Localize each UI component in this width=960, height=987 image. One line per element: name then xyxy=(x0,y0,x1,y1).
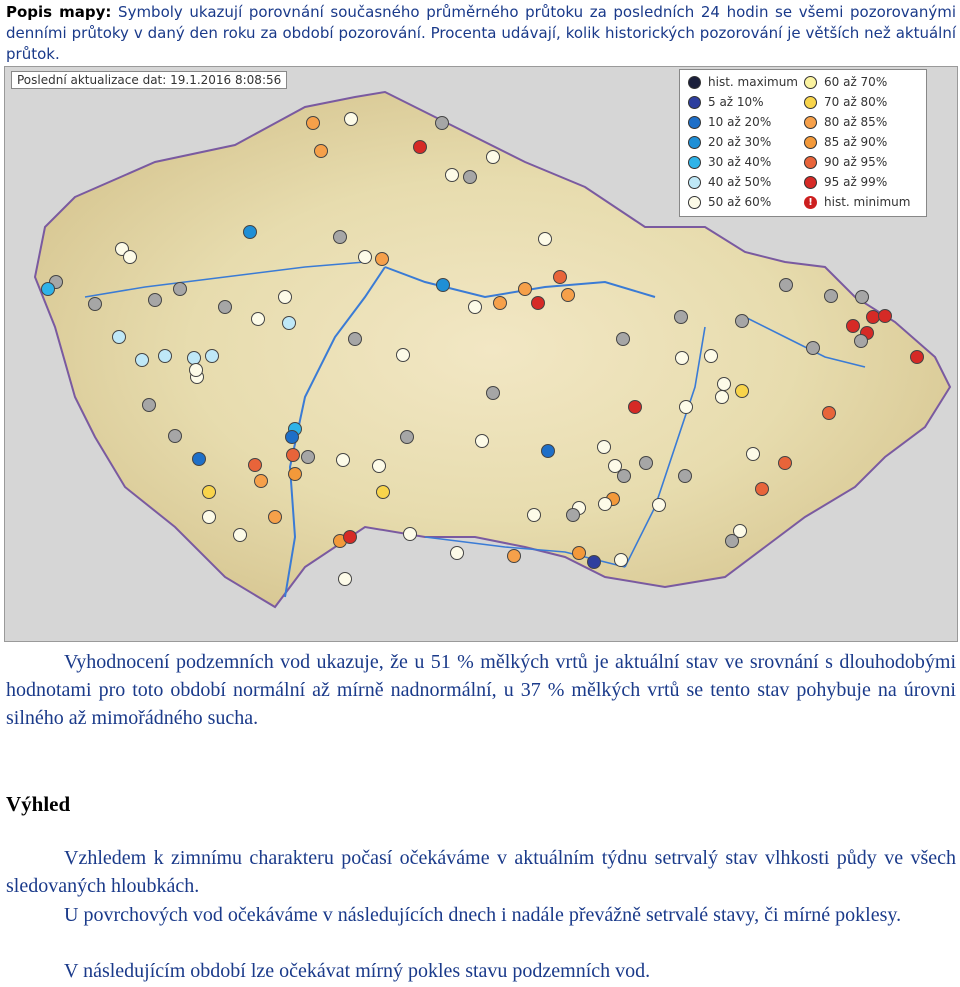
caption-label: Popis mapy: xyxy=(6,3,112,21)
station-marker[interactable] xyxy=(339,573,352,586)
legend-label: 40 až 50% xyxy=(708,175,772,189)
station-marker[interactable] xyxy=(539,233,552,246)
station-marker[interactable] xyxy=(573,547,586,560)
station-marker[interactable] xyxy=(736,315,749,328)
station-marker[interactable] xyxy=(377,486,390,499)
legend-dot-icon xyxy=(688,176,701,189)
station-marker[interactable] xyxy=(476,435,489,448)
station-marker[interactable] xyxy=(397,349,410,362)
station-marker[interactable] xyxy=(159,350,172,363)
station-marker[interactable] xyxy=(113,331,126,344)
legend-item xyxy=(804,92,887,112)
station-marker[interactable] xyxy=(494,297,507,310)
legend-item xyxy=(688,172,771,192)
legend-label: 60 až 70% xyxy=(824,75,888,89)
groundwater-outlook-paragraph: V následujícím období lze očekávat mírný pokles stavu podzemních vod. xyxy=(64,960,651,982)
station-marker[interactable] xyxy=(219,301,232,314)
station-marker[interactable] xyxy=(469,301,482,314)
station-marker[interactable] xyxy=(617,333,630,346)
station-marker[interactable] xyxy=(249,459,262,472)
caption-text: Symboly ukazují porovnání současného průměrného průtoku za posledních 24 hodin se všemi pozorovanými denními průtoky v daný den roku za období pozorování. Procenta udávají, kolik historických pozorování je větších než aktuální průtok. xyxy=(6,3,956,63)
station-marker[interactable] xyxy=(334,231,347,244)
station-marker[interactable] xyxy=(554,271,567,284)
station-marker[interactable] xyxy=(618,470,631,483)
legend-item xyxy=(804,152,887,172)
legend-dot-icon xyxy=(688,156,701,169)
station-marker[interactable] xyxy=(847,320,860,333)
station-marker[interactable] xyxy=(287,449,300,462)
station-marker[interactable] xyxy=(302,451,315,464)
station-marker[interactable] xyxy=(726,535,739,548)
station-marker[interactable] xyxy=(234,529,247,542)
legend-item xyxy=(804,72,887,92)
station-marker[interactable] xyxy=(675,311,688,324)
station-marker[interactable] xyxy=(528,509,541,522)
legend-label: 80 až 85% xyxy=(824,115,888,129)
legend-dot-icon xyxy=(804,136,817,149)
station-marker[interactable] xyxy=(567,509,580,522)
legend-label: 70 až 80% xyxy=(824,95,888,109)
station-marker[interactable] xyxy=(174,283,187,296)
station-marker[interactable] xyxy=(143,399,156,412)
station-marker[interactable] xyxy=(289,468,302,481)
legend-item xyxy=(804,112,887,132)
station-marker[interactable] xyxy=(747,448,760,461)
legend-item xyxy=(688,192,771,212)
station-marker[interactable] xyxy=(542,445,555,458)
station-marker[interactable] xyxy=(867,311,880,324)
station-marker[interactable] xyxy=(599,498,612,511)
station-marker[interactable] xyxy=(286,431,299,444)
station-marker[interactable] xyxy=(252,313,265,326)
historic-minimum-icon: ! xyxy=(804,196,817,209)
station-marker[interactable] xyxy=(42,283,55,296)
station-marker[interactable] xyxy=(169,430,182,443)
legend-dot-icon xyxy=(688,96,701,109)
station-marker[interactable] xyxy=(136,354,149,367)
legend-dot-icon xyxy=(804,116,817,129)
legend-dot-icon xyxy=(688,116,701,129)
station-marker[interactable] xyxy=(307,117,320,130)
station-marker[interactable] xyxy=(344,531,357,544)
legend-label: 50 až 60% xyxy=(708,195,772,209)
legend-label: 30 až 40% xyxy=(708,155,772,169)
station-marker[interactable] xyxy=(609,460,622,473)
station-marker[interactable] xyxy=(376,253,389,266)
legend-item xyxy=(688,152,771,172)
soil-moisture-paragraph: Vzhledem k zimnímu charakteru počasí očekáváme v aktuálním týdnu setrvalý stav vlhkosti půdy ve všech sledovaných hloubkách. xyxy=(6,847,956,897)
station-marker[interactable] xyxy=(437,279,450,292)
groundwater-paragraph: Vyhodnocení podzemních vod ukazuje, že u 51 % mělkých vrtů je aktuální stav ve srovnání s dlouhodobými hodnotami pro toto období normální až mírně nadnormální, u 37 % mělkých vrtů se tento stav pohybuje na úrovni silného až mimořádného sucha. xyxy=(6,651,956,729)
flow-map[interactable] xyxy=(4,66,958,642)
legend-item xyxy=(688,132,771,152)
station-marker[interactable] xyxy=(193,453,206,466)
station-marker[interactable] xyxy=(345,113,358,126)
legend-dot-icon xyxy=(804,96,817,109)
station-marker[interactable] xyxy=(615,554,628,567)
station-marker[interactable] xyxy=(855,335,868,348)
station-marker[interactable] xyxy=(679,470,692,483)
station-marker[interactable] xyxy=(279,291,292,304)
legend-label: 85 až 90% xyxy=(824,135,888,149)
station-marker[interactable] xyxy=(716,391,729,404)
legend-dot-icon xyxy=(688,76,701,89)
station-marker[interactable] xyxy=(629,401,642,414)
station-marker[interactable] xyxy=(401,431,414,444)
station-marker[interactable] xyxy=(508,550,521,563)
station-marker[interactable] xyxy=(680,401,693,414)
station-marker[interactable] xyxy=(856,291,869,304)
station-marker[interactable] xyxy=(911,351,924,364)
station-marker[interactable] xyxy=(436,117,449,130)
station-marker[interactable] xyxy=(825,290,838,303)
station-marker[interactable] xyxy=(203,486,216,499)
station-marker[interactable] xyxy=(446,169,459,182)
station-marker[interactable] xyxy=(532,297,545,310)
station-marker[interactable] xyxy=(373,460,386,473)
legend-label: 95 až 99% xyxy=(824,175,888,189)
station-marker[interactable] xyxy=(451,547,464,560)
legend-label: hist. minimum xyxy=(824,195,911,209)
station-marker[interactable] xyxy=(149,294,162,307)
station-marker[interactable] xyxy=(823,407,836,420)
legend-dot-icon xyxy=(804,156,817,169)
station-marker[interactable] xyxy=(337,454,350,467)
station-marker[interactable] xyxy=(718,378,731,391)
station-marker[interactable] xyxy=(879,310,892,323)
surface-water-paragraph: U povrchových vod očekáváme v následujících dnech i nadále převážně setrvalé stavy, či mírné poklesy. xyxy=(64,904,902,926)
station-marker[interactable] xyxy=(203,511,216,524)
station-marker[interactable] xyxy=(598,441,611,454)
legend-item xyxy=(804,192,910,212)
legend-item xyxy=(804,132,887,152)
legend-dot-icon xyxy=(688,136,701,149)
station-marker[interactable] xyxy=(206,350,219,363)
legend-label: 10 až 20% xyxy=(708,115,772,129)
legend-item xyxy=(688,72,798,92)
station-marker[interactable] xyxy=(705,350,718,363)
station-marker[interactable] xyxy=(588,556,601,569)
station-marker[interactable] xyxy=(359,251,372,264)
station-marker[interactable] xyxy=(519,283,532,296)
outlook-heading: Výhled xyxy=(6,792,71,816)
legend-label: 90 až 95% xyxy=(824,155,888,169)
legend-item xyxy=(688,92,764,112)
station-marker[interactable] xyxy=(244,226,257,239)
legend-label: hist. maximum xyxy=(708,75,798,89)
station-marker[interactable] xyxy=(736,385,749,398)
legend-dot-icon xyxy=(804,176,817,189)
station-marker[interactable] xyxy=(269,511,282,524)
legend-item xyxy=(688,112,771,132)
station-marker[interactable] xyxy=(779,457,792,470)
station-marker[interactable] xyxy=(640,457,653,470)
legend-dot-icon xyxy=(804,76,817,89)
station-marker[interactable] xyxy=(756,483,769,496)
station-marker[interactable] xyxy=(89,298,102,311)
station-marker[interactable] xyxy=(414,141,427,154)
station-marker[interactable] xyxy=(349,333,362,346)
station-marker[interactable] xyxy=(464,171,477,184)
station-marker[interactable] xyxy=(315,145,328,158)
station-marker[interactable] xyxy=(676,352,689,365)
station-marker[interactable] xyxy=(255,475,268,488)
station-marker[interactable] xyxy=(487,151,500,164)
station-marker[interactable] xyxy=(404,528,417,541)
station-marker[interactable] xyxy=(780,279,793,292)
legend-item xyxy=(804,172,887,192)
last-update-stamp: Poslední aktualizace dat: 19.1.2016 8:08:56 xyxy=(11,71,287,89)
station-marker[interactable] xyxy=(653,499,666,512)
legend-label: 20 až 30% xyxy=(708,135,772,149)
station-marker[interactable] xyxy=(562,289,575,302)
station-marker[interactable] xyxy=(807,342,820,355)
legend-dot-icon xyxy=(688,196,701,209)
map-caption xyxy=(6,2,956,65)
station-marker[interactable] xyxy=(188,352,201,365)
station-marker[interactable] xyxy=(283,317,296,330)
station-marker[interactable] xyxy=(487,387,500,400)
station-marker[interactable] xyxy=(190,364,203,377)
map-legend xyxy=(679,69,927,217)
station-marker[interactable] xyxy=(124,251,137,264)
legend-label: 5 až 10% xyxy=(708,95,764,109)
